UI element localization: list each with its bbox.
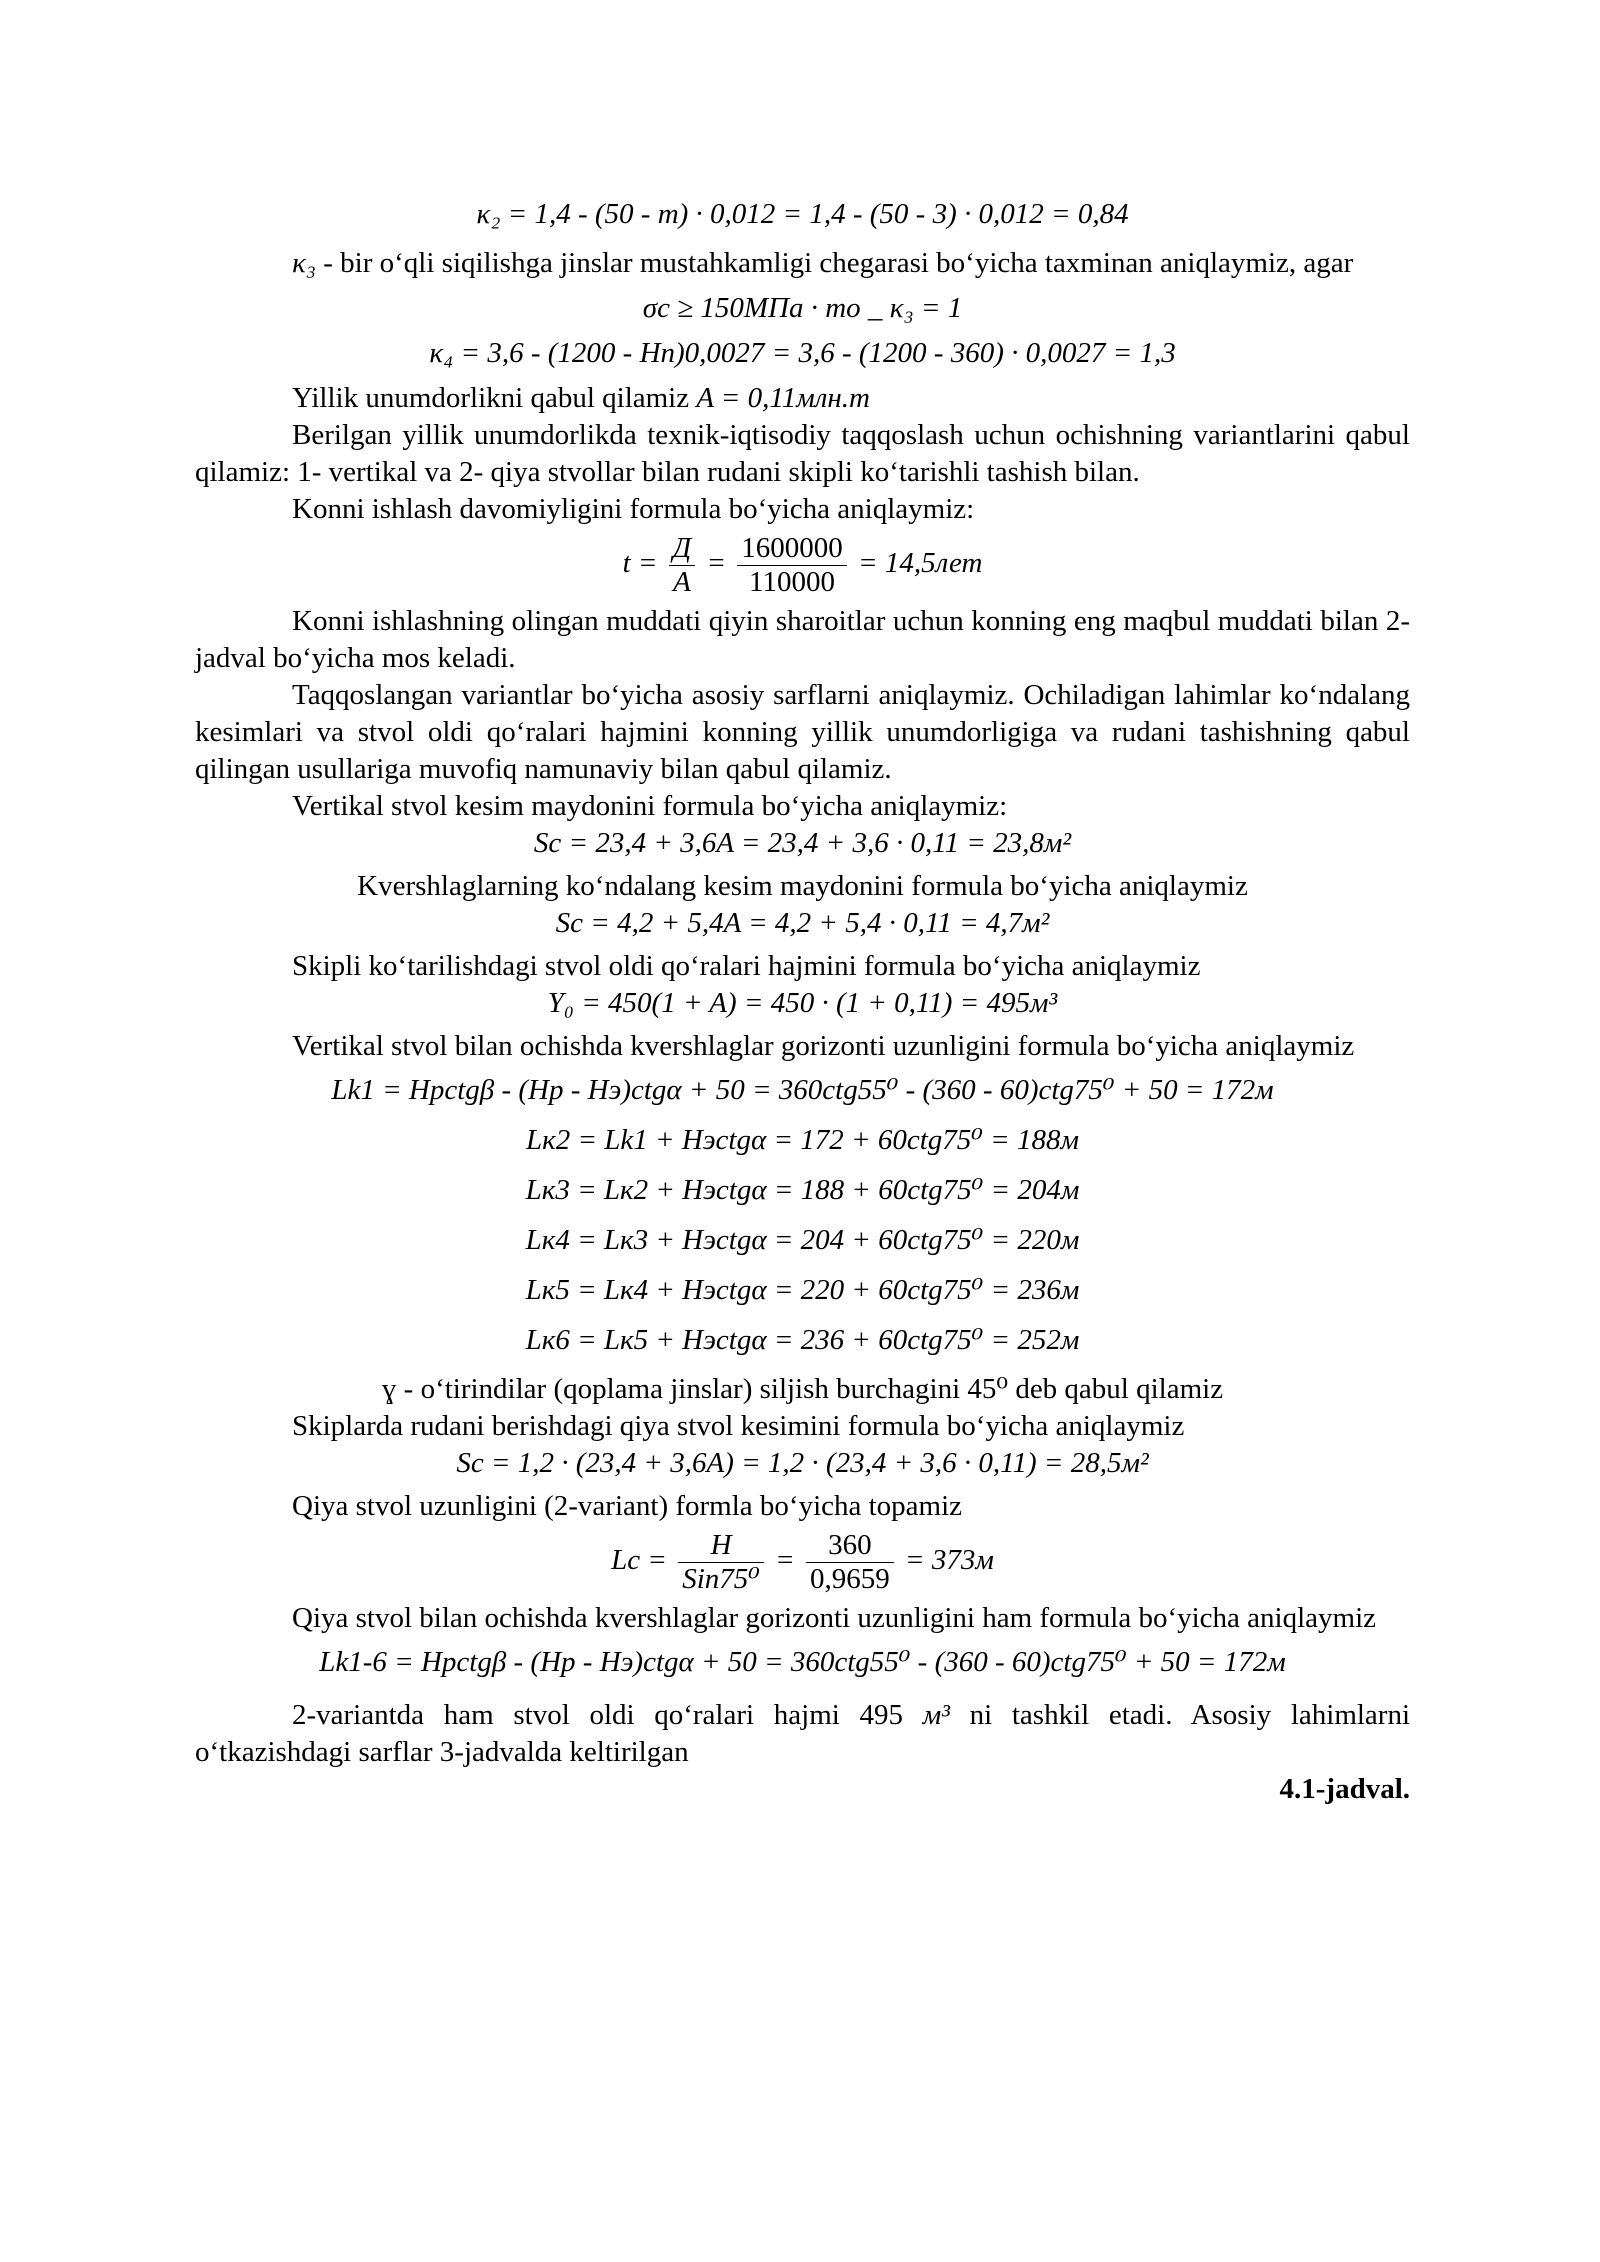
formula-Sc3: Sc = 1,2 · (23,4 + 3,6A) = 1,2 · (23,4 + 3,6 · 0,11) = 28,5м² [456,1447,1149,1479]
fraction-denominator: 110000 [749,566,835,598]
formula-t-eq: = [706,547,727,580]
fraction-numerator: H [678,1529,764,1563]
paragraph-kvershlag: Kvershlaglarning ko‘ndalang kesim maydonini formula bo‘yicha aniqlaymiz [357,870,1248,902]
formula-t-lhs: t = [622,547,658,580]
formula-Sc2: Sc = 4,2 + 5,4A = 4,2 + 5,4 · 0,11 = 4,7м² [555,907,1050,939]
fraction-denominator: 0,9659 [810,1563,890,1595]
fraction-denominator: Sin75⁰ [682,1563,760,1595]
formula-Lc-eq: = [775,1544,795,1577]
paragraph-skiplarda: Skiplarda rudani berishdagi qiya stvol kesimini formula bo‘yicha aniqlaymiz [292,1410,1185,1442]
fraction-values [806,1529,894,1596]
paragraph-konni: Konni ishlash davomiyligini formula bo‘yicha aniqlaymiz: [292,493,975,525]
formula-Lk1-6: Lk1-6 = Hpctgβ - (Hp - Hэ)ctgα + 50 = 360ctg55⁰ - (360 - 60)ctg75⁰ + 50 = 172м [319,1646,1286,1678]
formula-t-rhs: = 14,5лет [858,547,983,580]
formula-t [195,532,1410,599]
paragraph-skipli: Skipli ko‘tarilishdagi stvol oldi qo‘ralari hajmini formula bo‘yicha aniqlaymiz [292,950,1201,982]
paragraph-k3 [195,245,1410,282]
fraction-numerator: Д [669,532,695,566]
paragraph-gamma [195,1371,1410,1408]
formula-Lk5: Lк5 = Lк4 + Hэctgα = 220 + 60ctg75⁰ = 236м [525,1274,1080,1306]
paragraph-2variant-text: 2-variantda ham stvol oldi qo‘ralari hajmi 495 [292,1699,903,1731]
fraction-values [737,532,847,599]
formula-k4: κ₄ = 3,6 - (1200 - Hп)0,0027 = 3,6 - (1200 - 360) · 0,0027 = 1,3 [429,337,1176,369]
formula-k2: κ₂ = 1,4 - (50 - m) · 0,012 = 1,4 - (50 - 3) · 0,012 = 0,84 [476,198,1129,230]
fraction-numerator: 1600000 [737,532,847,566]
formula-Lc [195,1529,1410,1596]
paragraph-qiya: Qiya stvol uzunligini (2-variant) formla bo‘yicha topamiz [292,1490,963,1522]
paragraph-gamma-end: deb qabul qilamiz [1015,1373,1224,1405]
paragraph-2variant [195,1697,1410,1771]
formula-Lc-rhs: = 373м [905,1544,994,1577]
fraction-denominator: A [673,566,691,598]
paragraph-taqqos: Taqqoslangan variantlar bo‘yicha asosiy sarflarni aniqlaymiz. Ochiladigan lahimlar ko‘ndalang kesimlari va stvol oldi qo‘ralari hajmini konning yillik unumdorligiga va rudani tashishning qabul qilingan usullariga muvofiq namunaviy bilan qabul qilamiz. [195,679,1410,785]
paragraph-2variant-end: ni tashkil etadi. Asosiy lahimlarni o‘tkazishdagi sarflar 3-jadvalda keltirilgan [195,1699,1411,1768]
formula-A: A = 0,11млн.т [696,382,870,414]
paragraph-yillik-text: Yillik unumdorlikni qabul qilamiz [292,382,690,414]
paragraph-berilgan: Berilgan yillik unumdorlikda texnik-iqtisodiy taqqoslash uchun ochishning variantlarini qabul qilamiz: 1- vertikal va 2- qiya stvollar bilan rudani skipli ko‘tarishli tashish bilan. [195,419,1410,488]
gamma-angle: 45⁰ [967,1373,1009,1405]
table-caption: 4.1-jadval. [1279,1773,1410,1805]
fraction-numerator: 360 [806,1529,894,1563]
paragraph-konni2: Konni ishlashning olingan muddati qiyin sharoitlar uchun konning eng maqbul muddati bilan 2-jadval bo‘yicha mos keladi. [195,605,1410,674]
paragraph-k3-text: bir o‘qli siqilishga jinslar mustahkamligi chegarasi bo‘yicha taxminan aniqlaymiz, agar [340,247,1354,279]
paragraph-gamma-text: ɣ - o‘tirindilar (qoplama jinslar) siljish burchagini [381,1373,961,1405]
formula-Lc-lhs: Lc = [611,1544,667,1577]
formula-Sc1: Sc = 23,4 + 3,6A = 23,4 + 3,6 · 0,11 = 23,8м² [533,827,1072,859]
formula-Lk6: Lк6 = Lк5 + Hэctgα = 236 + 60ctg75⁰ = 252м [525,1324,1080,1356]
formula-Lk3: Lк3 = Lк2 + Hэctgα = 188 + 60ctg75⁰ = 204м [525,1174,1080,1206]
formula-Y0: Y₀ = 450(1 + A) = 450 · (1 + 0,11) = 495м³ [547,987,1058,1019]
formula-Lk2: Lк2 = Lk1 + Hэctgα = 172 + 60ctg75⁰ = 188м [526,1124,1079,1156]
paragraph-vertikal2: Vertikal stvol bilan ochishda kvershlaglar gorizonti uzunligini formula bo‘yicha aniqlaymiz [292,1030,1355,1062]
formula-Lk1: Lk1 = Hpctgβ - (Hp - Hэ)ctgα + 50 = 360ctg55⁰ - (360 - 60)ctg75⁰ + 50 = 172м [331,1074,1274,1106]
unit-m3: м³ [922,1699,950,1731]
formula-sigma: σc ≥ 150МПа · то _ κ₃ = 1 [642,292,963,324]
formula-Lk4: Lк4 = Lк3 + Hэctgα = 204 + 60ctg75⁰ = 220м [525,1224,1080,1256]
fraction-D-over-A [669,532,695,599]
paragraph-vertikal: Vertikal stvol kesim maydonini formula bo‘yicha aniqlaymiz: [292,790,1008,822]
paragraph-yillik [195,380,1410,417]
document-body [195,196,1410,1808]
fraction-H-over-sin [678,1529,764,1596]
paragraph-qiya2: Qiya stvol bilan ochishda kvershlaglar gorizonti uzunligini ham formula bo‘yicha aniqlaymiz [292,1602,1377,1634]
k3-symbol: κ₃ - [292,247,333,279]
